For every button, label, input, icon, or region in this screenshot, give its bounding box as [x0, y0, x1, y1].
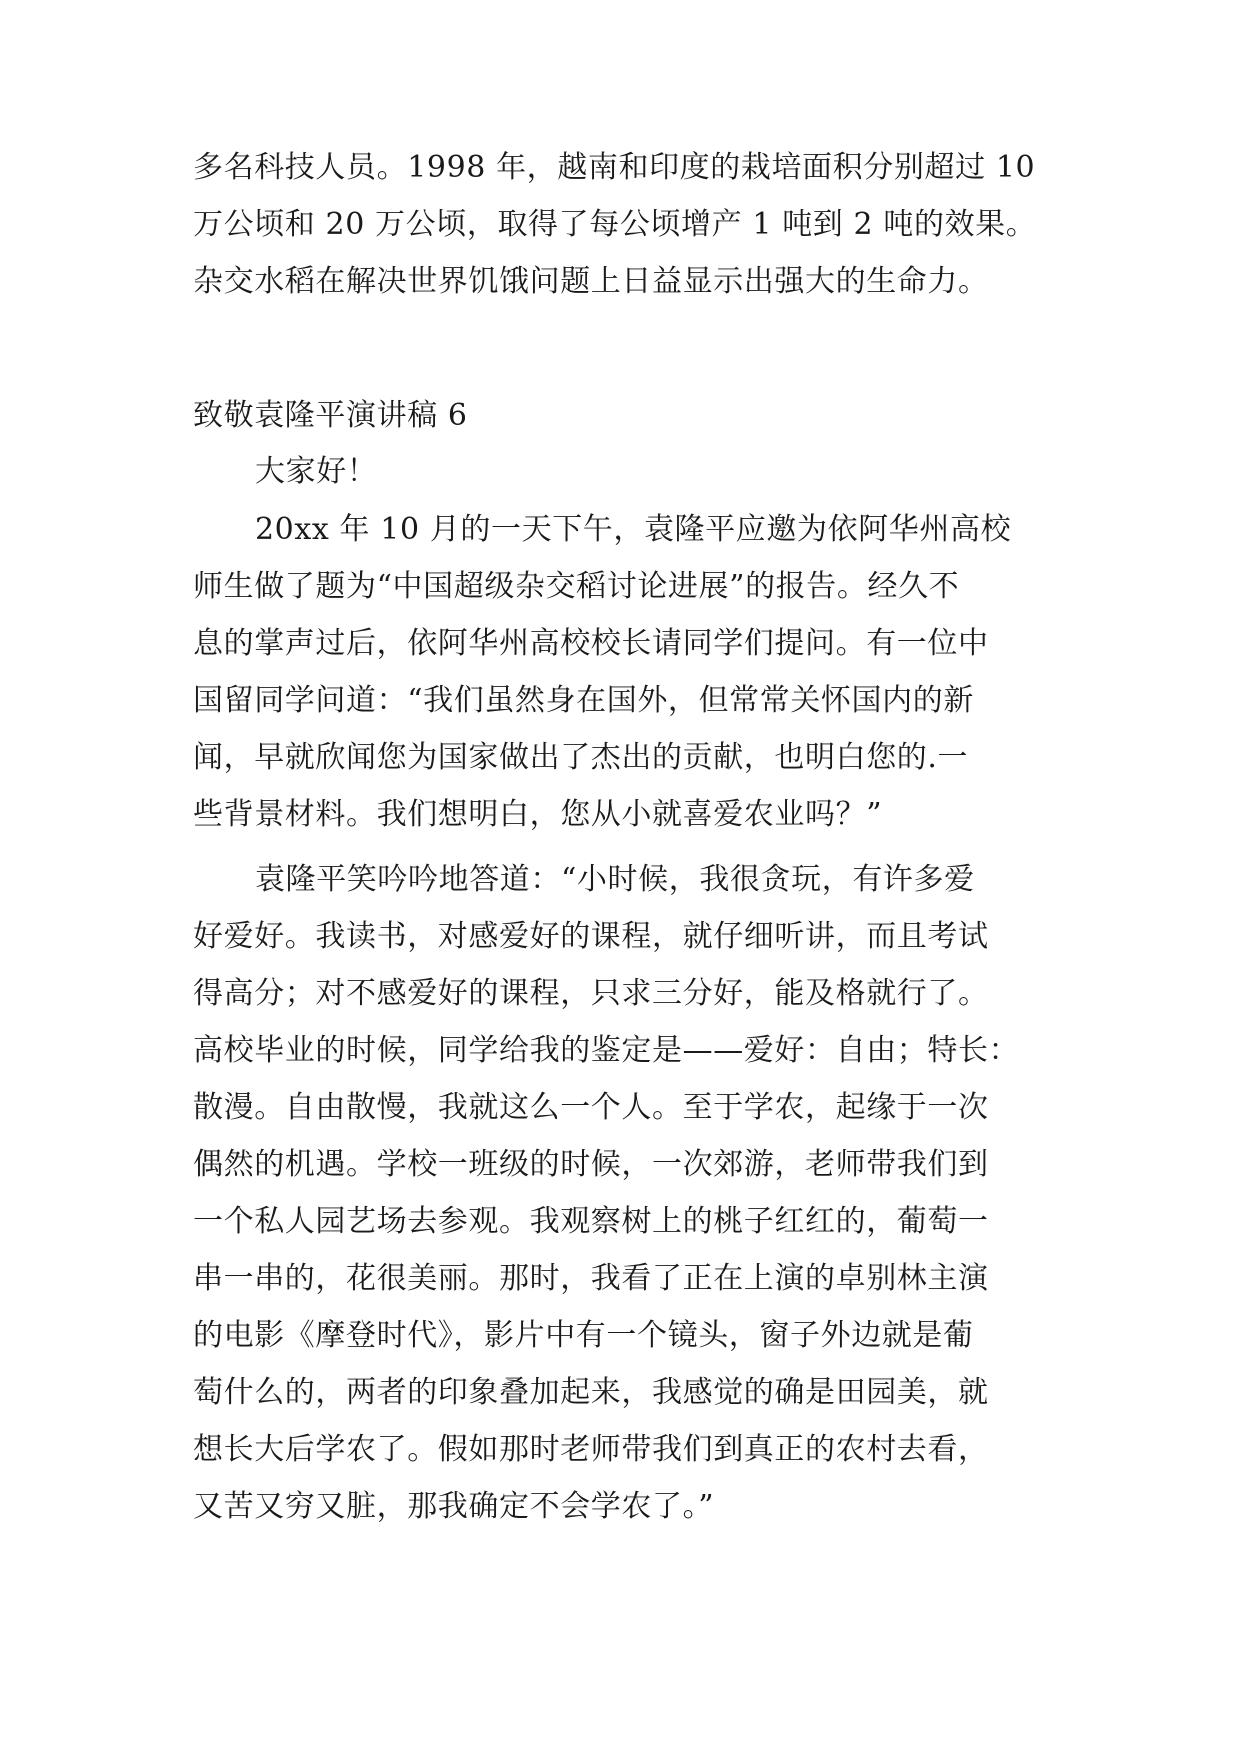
- paragraph2-line-3: 得高分；对不感爱好的课程，只求三分好，能及格就行了。: [193, 976, 989, 1011]
- paragraph1-line-4: 国留同学问道：“我们虽然身在国外，但常常关怀国内的新: [193, 683, 974, 718]
- paragraph2-line-10: 萄什么的，两者的印象叠加起来，我感觉的确是田园美，就: [193, 1375, 989, 1410]
- section-title: 致敬袁隆平演讲稿 6: [193, 398, 468, 433]
- paragraph2-line-5: 散漫。自由散慢，我就这么一个人。至于学农，起缘于一次: [193, 1090, 989, 1125]
- paragraph2-line-11: 想长大后学农了。假如那时老师带我们到真正的农村去看，: [193, 1432, 989, 1467]
- paragraph2-line-2: 好爱好。我读书，对感爱好的课程，就仔细听讲，而且考试: [193, 919, 989, 954]
- paragraph2-line-1: 袁隆平笑吟吟地答道：“小时候，我很贪玩，有许多爱: [255, 862, 975, 897]
- intro-line-1: 多名科技人员。1998 年，越南和印度的栽培面积分别超过 10: [193, 150, 1036, 185]
- paragraph1-line-5: 闻，早就欣闻您为国家做出了杰出的贡献，也明白您的.一: [193, 740, 969, 775]
- paragraph2-line-7: 一个私人园艺场去参观。我观察树上的桃子红红的，葡萄一: [193, 1204, 989, 1239]
- paragraph2-line-8: 串一串的，花很美丽。那时，我看了正在上演的卓别林主演: [193, 1261, 989, 1296]
- paragraph1-line-6: 些背景材料。我们想明白，您从小就喜爱农业吗？”: [193, 797, 883, 832]
- paragraph1-line-1: 20xx 年 10 月的一天下午，袁隆平应邀为依阿华州高校: [255, 512, 1012, 547]
- paragraph2-line-12: 又苦又穷又脏，那我确定不会学农了。”: [193, 1489, 715, 1524]
- paragraph1-line-2: 师生做了题为“中国超级杂交稻讨论进展”的报告。经久不: [193, 569, 960, 604]
- paragraph2-line-6: 偶然的机遇。学校一班级的时候，一次郊游，老师带我们到: [193, 1147, 989, 1182]
- paragraph2-line-9: 的电影《摩登时代》，影片中有一个镜头，窗子外边就是葡: [193, 1318, 974, 1353]
- intro-line-3: 杂交水稻在解决世界饥饿问题上日益显示出强大的生命力。: [193, 264, 989, 299]
- paragraph2-line-4: 高校毕业的时候，同学给我的鉴定是——爱好：自由；特长：: [193, 1033, 1020, 1068]
- greeting: 大家好！: [255, 454, 378, 489]
- intro-line-2: 万公顷和 20 万公顷，取得了每公顷增产 1 吨到 2 吨的效果。: [193, 207, 1037, 242]
- paragraph1-line-3: 息的掌声过后，依阿华州高校校长请同学们提问。有一位中: [193, 626, 989, 661]
